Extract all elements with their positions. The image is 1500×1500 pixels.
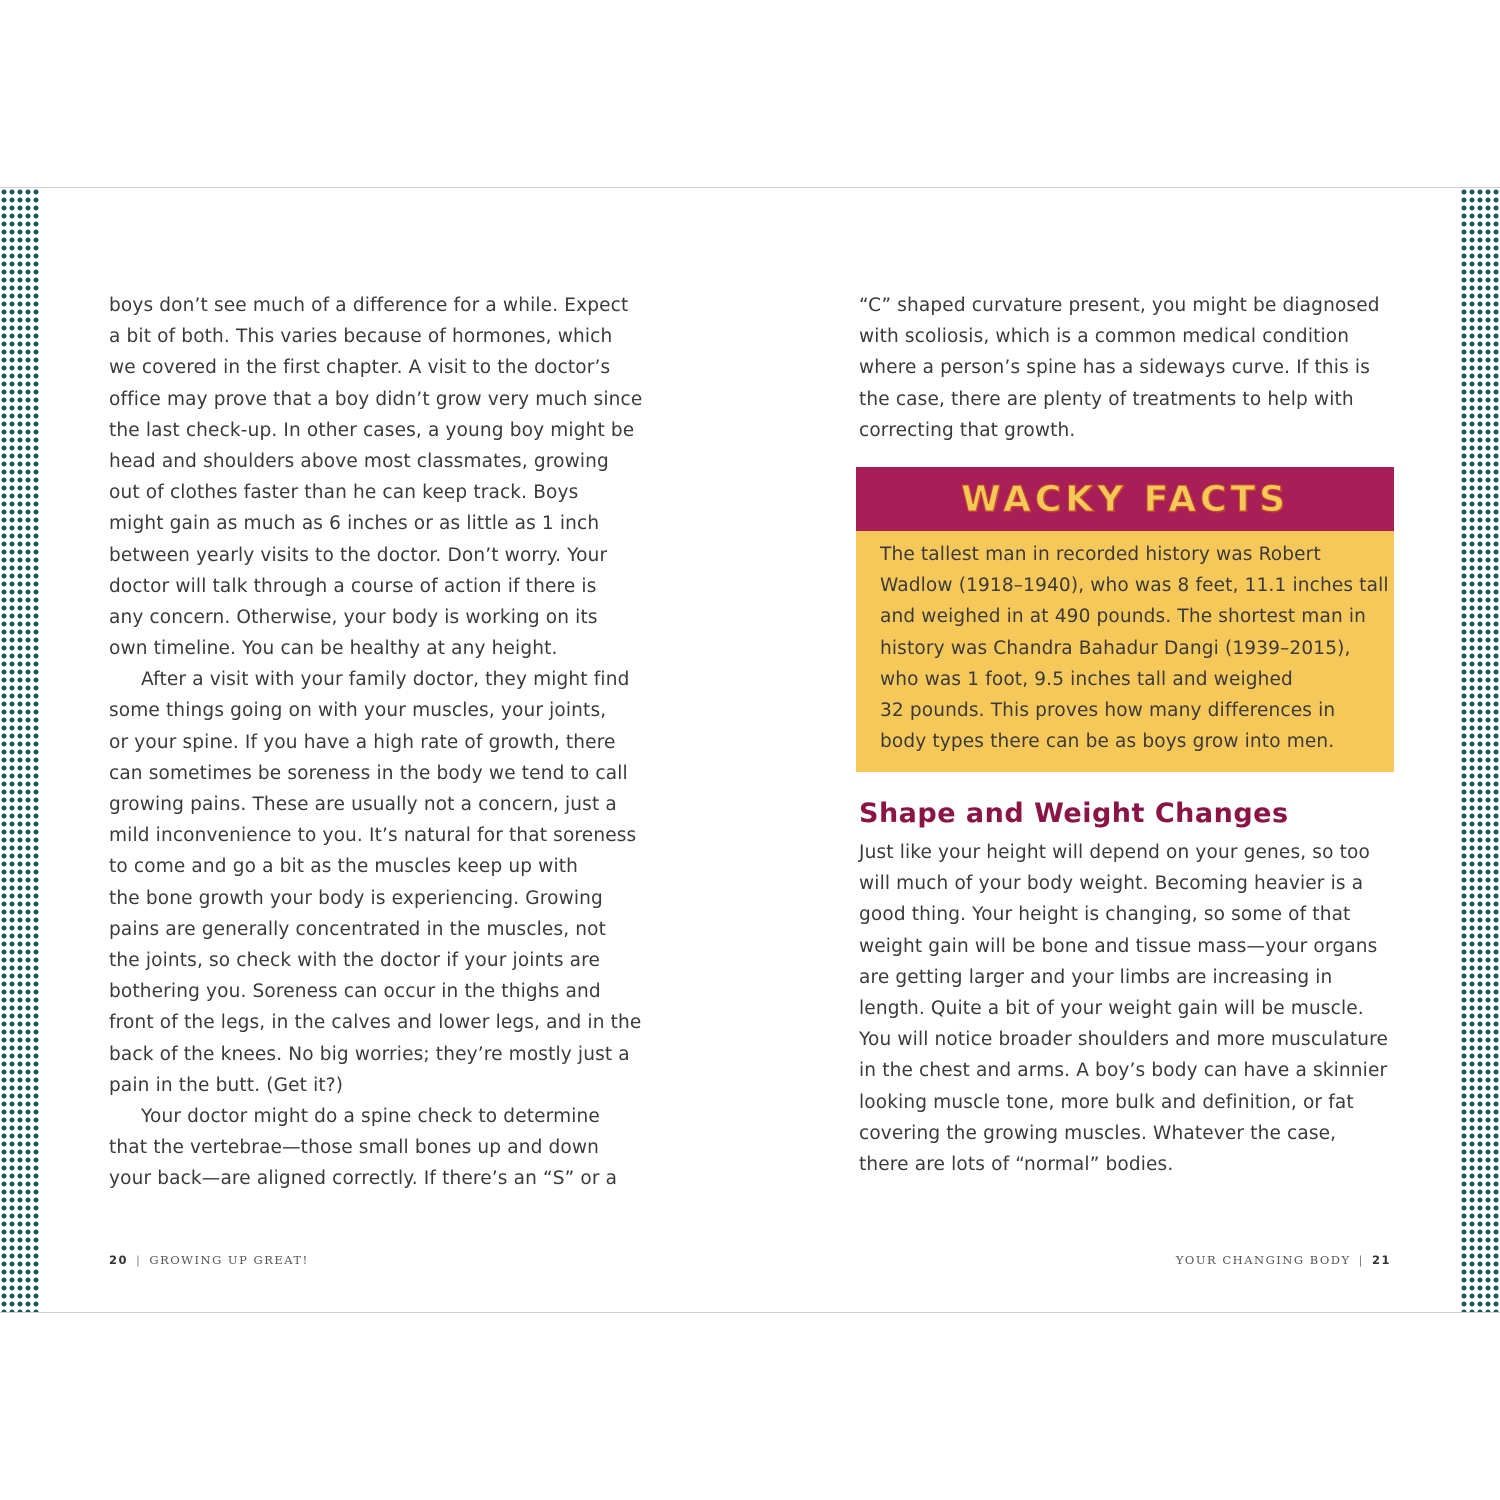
left-page-footer — [109, 1253, 309, 1267]
text-line: boys don’t see much of a difference for a while. Expect — [109, 295, 629, 316]
text-line: own timeline. You can be healthy at any height. — [109, 638, 558, 660]
section-heading: Shape and Weight Changes — [859, 798, 1289, 829]
text-line: Just like your height will depend on your genes, so too — [859, 842, 1370, 863]
text-line: might gain as much as 6 inches or as little as 1 inch — [109, 513, 600, 535]
text-line: length. Quite a bit of your weight gain will be muscle. — [859, 997, 1364, 1019]
text-line: will much of your body weight. Becoming heavier is a — [859, 873, 1364, 895]
text-line: your back—are aligned correctly. If there’s an “S” or a — [109, 1168, 618, 1190]
text-line: and weighed in at 490 pounds. The shortest man in — [880, 606, 1367, 628]
running-title-left: GROWING UP GREAT! — [149, 1253, 309, 1267]
wacky-facts-header — [856, 467, 1394, 531]
text-line: we covered in the first chapter. A visit to the doctor’s — [109, 357, 611, 379]
text-line: the bone growth your body is experiencing. Growing — [109, 887, 603, 909]
text-line: out of clothes faster than he can keep track. Boys — [109, 482, 579, 504]
text-line: who was 1 foot, 9.5 inches tall and weighed — [880, 668, 1293, 690]
text-line: that the vertebrae—those small bones up and down — [109, 1137, 600, 1159]
text-line: front of the legs, in the calves and lower legs, and in the — [109, 1012, 642, 1034]
footer-separator: | — [136, 1253, 142, 1267]
running-title-right: YOUR CHANGING BODY — [1175, 1253, 1351, 1267]
text-line: to come and go a bit as the muscles keep up with — [109, 856, 579, 878]
text-line: can sometimes be soreness in the body we tend to call — [109, 762, 628, 784]
text-line: back of the knees. No big worries; they’re mostly just a — [109, 1043, 630, 1065]
text-line: Wadlow (1918–1940), who was 8 feet, 11.1 inches tall — [880, 575, 1389, 597]
right-page-intro — [859, 290, 1380, 446]
wacky-facts-text — [880, 539, 1389, 757]
text-line: weight gain will be bone and tissue mass—your organs — [859, 935, 1378, 957]
text-line: good thing. Your height is changing, so some of that — [859, 904, 1351, 926]
text-line: a bit of both. This varies because of hormones, which — [109, 326, 613, 348]
text-line: or your spine. If you have a high rate of growth, there — [109, 731, 616, 753]
text-line: in the chest and arms. A boy’s body can have a skinnier — [859, 1060, 1388, 1082]
text-line: You will notice broader shoulders and more musculature — [859, 1029, 1388, 1051]
wacky-facts-box — [856, 467, 1394, 772]
right-page-footer — [1176, 1253, 1391, 1267]
wacky-facts-title: WACKY FACTS — [960, 478, 1290, 520]
text-line: office may prove that a boy didn’t grow very much since — [109, 388, 643, 410]
text-line: body types there can be as boys grow into men. — [880, 731, 1335, 753]
text-line: After a visit with your family doctor, they might find — [141, 669, 630, 691]
text-line: head and shoulders above most classmates, growing — [109, 450, 609, 472]
page-number-right: 21 — [1371, 1253, 1391, 1267]
text-line: history was Chandra Bahadur Dangi (1939–2015), — [880, 637, 1351, 659]
text-line: between yearly visits to the doctor. Don’t worry. Your — [109, 544, 608, 566]
text-line: 32 pounds. This proves how many differences in — [880, 699, 1336, 721]
text-line: bothering you. Soreness can occur in the thighs and — [109, 981, 601, 1003]
text-line: correcting that growth. — [859, 419, 1076, 441]
left-dotted-border — [0, 188, 40, 1312]
text-line: are getting larger and your limbs are increasing in — [859, 966, 1333, 988]
text-line: growing pains. These are usually not a concern, just a — [109, 794, 617, 815]
page-number-left: 20 — [109, 1253, 129, 1267]
right-page-section-body — [859, 837, 1388, 1180]
text-line: where a person’s spine has a sideways curve. If this is — [859, 357, 1370, 379]
text-line: there are lots of “normal” bodies. — [859, 1153, 1174, 1175]
text-line: the last check-up. In other cases, a young boy might be — [109, 419, 635, 441]
text-line: with scoliosis, which is a common medical condition — [859, 326, 1350, 348]
text-line: “C” shaped curvature present, you might be diagnosed — [859, 295, 1380, 316]
text-line: some things going on with your muscles, your joints, — [109, 700, 607, 722]
text-line: The tallest man in recorded history was Robert — [880, 544, 1321, 565]
text-line: doctor will talk through a course of action if there is — [109, 575, 597, 597]
text-line: any concern. Otherwise, your body is working on its — [109, 606, 598, 628]
text-line: the case, there are plenty of treatments to help with — [859, 388, 1354, 410]
text-line: covering the growing muscles. Whatever the case, — [859, 1122, 1337, 1144]
text-line: pains are generally concentrated in the muscles, not — [109, 918, 607, 940]
footer-separator: | — [1358, 1253, 1364, 1267]
right-dotted-border — [1460, 188, 1500, 1312]
left-page-body — [109, 290, 642, 1194]
text-line: Your doctor might do a spine check to determine — [141, 1105, 600, 1127]
text-line: mild inconvenience to you. It’s natural for that soreness — [109, 825, 637, 847]
text-line: looking muscle tone, more bulk and definition, or fat — [859, 1091, 1354, 1113]
text-line: pain in the butt. (Get it?) — [109, 1074, 344, 1096]
text-line: the joints, so check with the doctor if your joints are — [109, 949, 601, 971]
